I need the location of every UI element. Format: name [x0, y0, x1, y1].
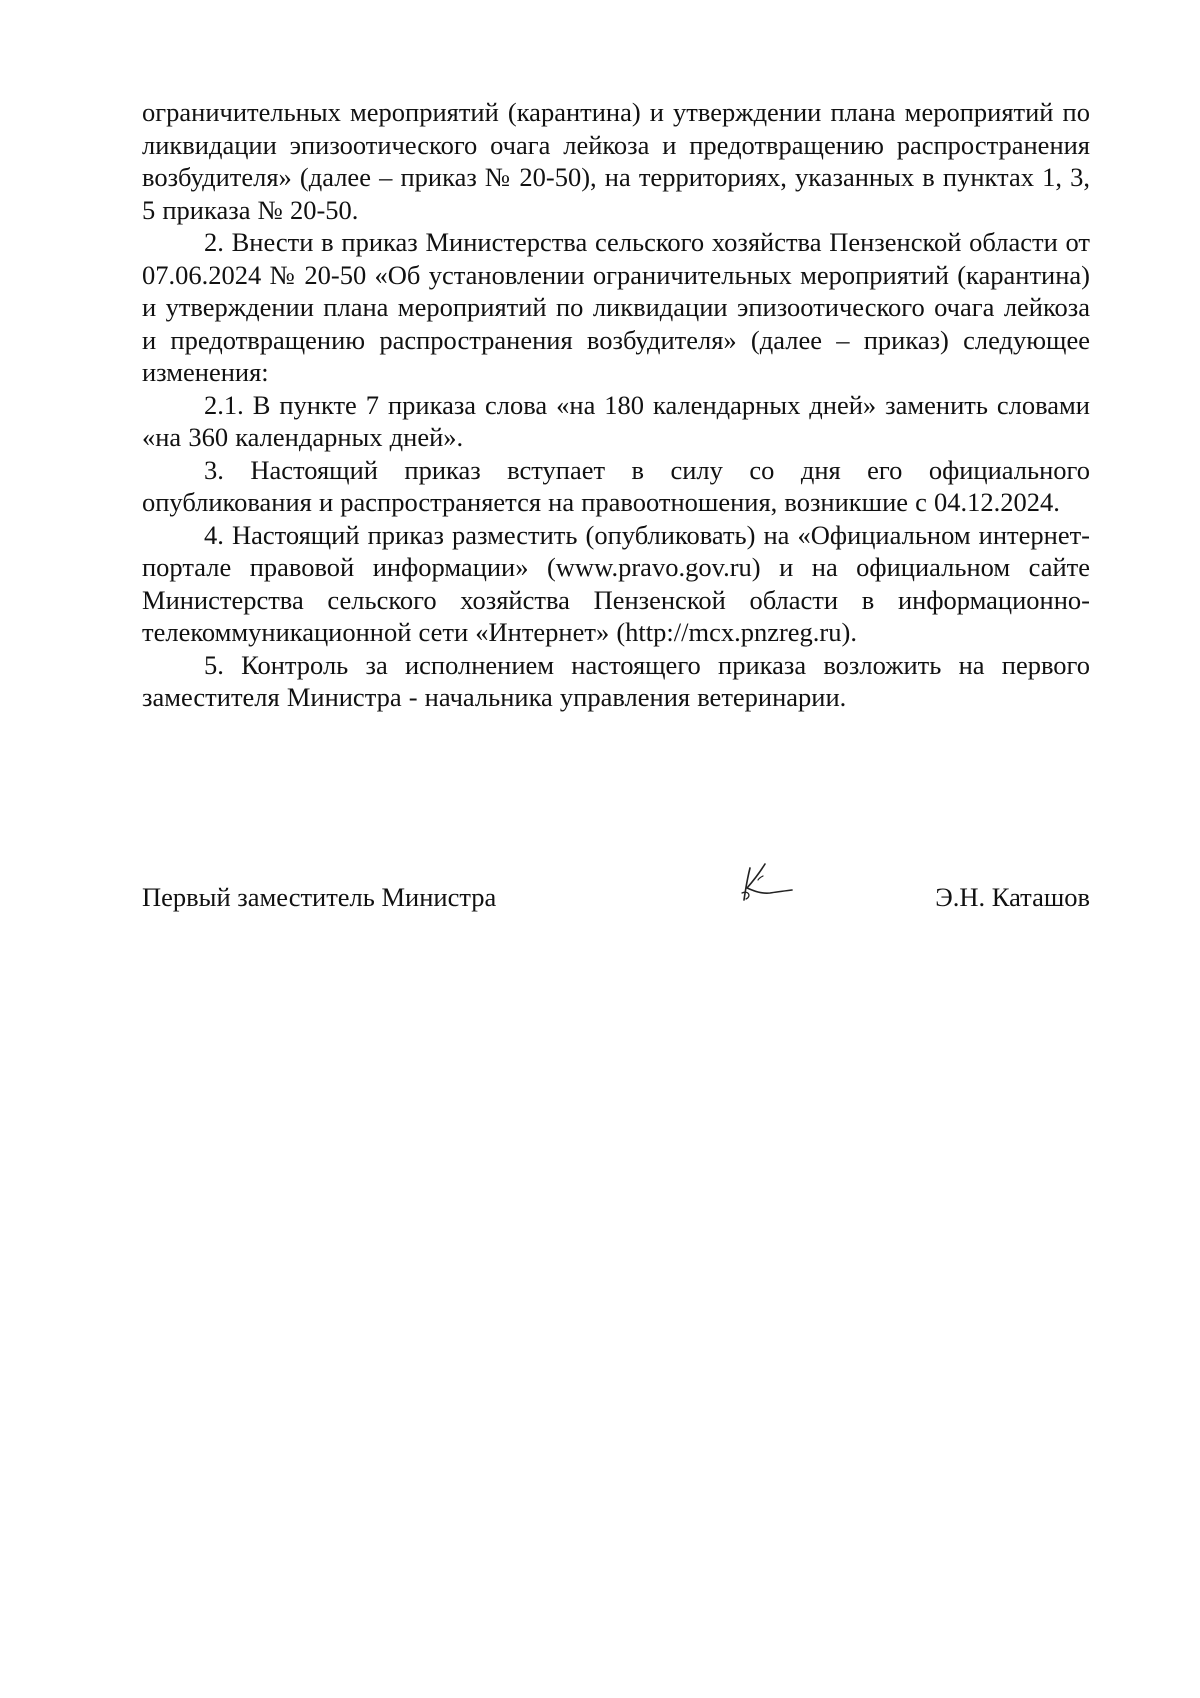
paragraph-1-continuation: ограничительных мероприятий (карантина) и утверждении плана мероприятий по ликвидации эпизоотического очага лейкоза и предотвращению распространения возбудителя» (далее – приказ № 20-50), на территориях, указанных в пунктах 1, 3, 5 приказа № 20-50. [142, 97, 1090, 225]
paragraph-3: 3. Настоящий приказ вступает в силу со дня его официального опубликования и распространяется на правоотношения, возникшие с 04.12.2024. [142, 454, 1090, 517]
signature-block [142, 880, 1090, 914]
paragraph-2-1: 2.1. В пункте 7 приказа слова «на 180 календарных дней» заменить словами «на 360 календарных дней». [142, 389, 1090, 452]
paragraph-4: 4. Настоящий приказ разместить (опубликовать) на «Официальном интернет-портале правовой информации» (www.pravo.gov.ru) и на официальном сайте Министерства сельского хозяйства Пензенской области в информационно-телекоммуникационной сети «Интернет» (http://mcx.pnzreg.ru). [142, 519, 1090, 647]
paragraph-5: 5. Контроль за исполнением настоящего приказа возложить на первого заместителя Министра - начальника управления ветеринарии. [142, 649, 1090, 712]
paragraph-2: 2. Внести в приказ Министерства сельского хозяйства Пензенской области от 07.06.2024 № 20-50 «Об установлении ограничительных мероприятий (карантина) и утверждении плана мероприятий по ликвидации эпизоотического очага лейкоза и предотвращению распространения возбудителя» (далее – приказ) следующее изменения: [142, 227, 1090, 387]
signer-position: Первый заместитель Министра [142, 882, 497, 912]
document-body [142, 96, 1090, 714]
signer-name: Э.Н. Каташов [935, 882, 1090, 912]
handwritten-signature-icon [732, 860, 802, 910]
